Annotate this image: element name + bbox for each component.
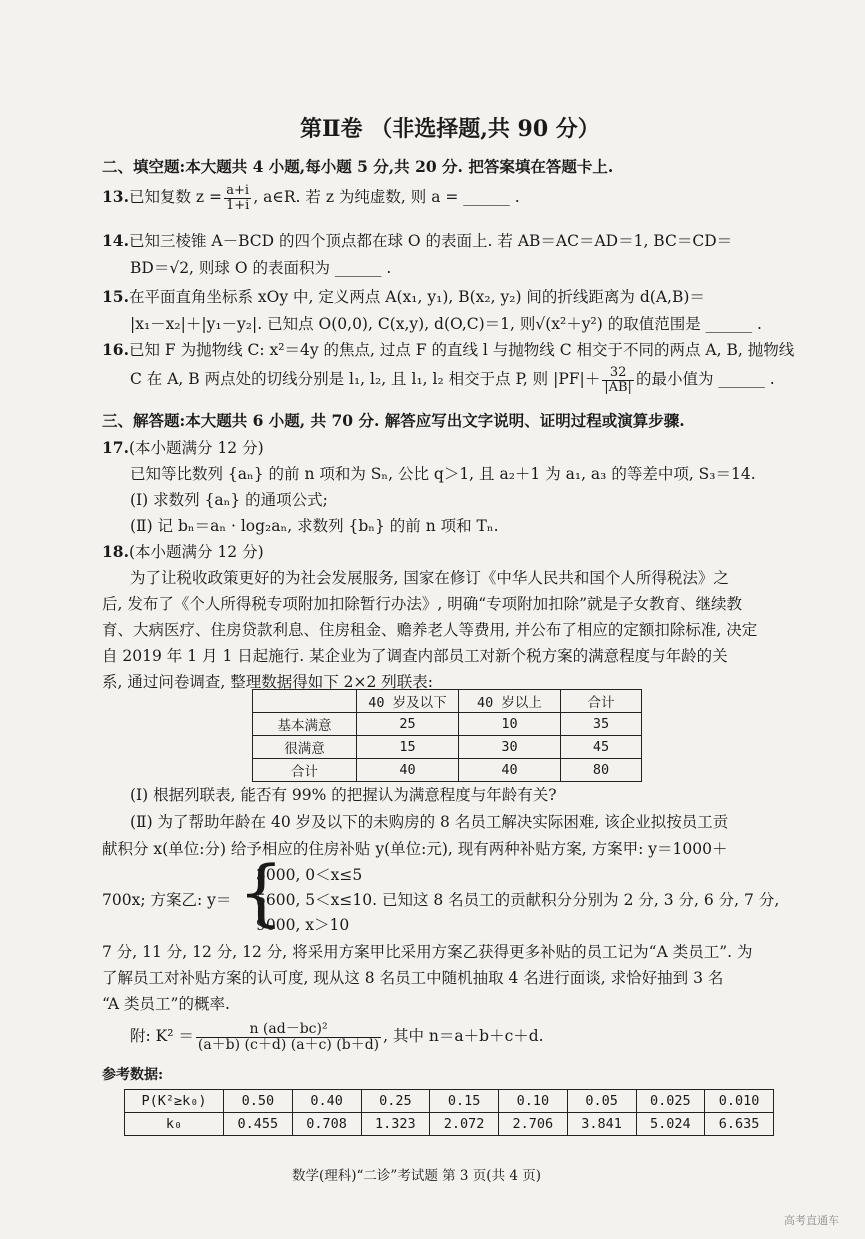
question-13 [102, 184, 520, 212]
question-15 [102, 288, 705, 307]
table-cell: k₀ [125, 1113, 224, 1136]
q18-para-line-4: 自 2019 年 1 月 1 日起施行. 某企业为了调查内部员工对新个税方案的满意程度与年龄的关 [102, 647, 728, 665]
q17-line-1: 已知等比数列 {aₙ} 的前 n 项和为 Sₙ, 公比 q＞1, 且 a₂＋1 为 a₁, a₃ 的等差中项, S₃＝14. [130, 465, 756, 483]
page-footer: 数学(理科)“二诊”考试题 第 3 页(共 4 页) [292, 1168, 542, 1184]
piecewise-case-3: 9000, x＞10 [256, 916, 350, 934]
q16-fraction [602, 366, 634, 394]
reference-data-label: 参考数据: [102, 1067, 164, 1083]
reference-table [124, 1089, 774, 1136]
q18-part-2-line-5: “A 类员工”的概率. [102, 995, 230, 1013]
table-header-cell: 40 岁以上 [459, 690, 561, 713]
table-cell: 0.10 [499, 1090, 568, 1113]
table-row [253, 736, 642, 759]
section-title: 第Ⅱ卷 （非选择题,共 90 分） [300, 116, 600, 142]
q13-text: 已知复数 z = [128, 188, 222, 207]
question-16 [102, 341, 794, 360]
piecewise-prefix: 700x; 方案乙: y＝ [102, 891, 232, 909]
q13-fraction [224, 184, 251, 212]
fraction-numerator: n (ad－bc)² [196, 1022, 381, 1038]
table-cell: 0.010 [705, 1090, 774, 1113]
table-cell: 35 [561, 713, 642, 736]
table-cell: 30 [459, 736, 561, 759]
table-cell: 3.841 [567, 1113, 636, 1136]
solve-header: 三、解答题:本大题共 6 小题, 共 70 分. 解答应写出文字说明、证明过程或演算步骤. [102, 411, 685, 430]
k-squared-formula [130, 1022, 544, 1052]
table-cell: 2.706 [499, 1113, 568, 1136]
q18-part-1: (Ⅰ) 根据列联表, 能否有 99% 的把握认为满意程度与年龄有关? [130, 786, 557, 804]
question-number: 15. [102, 287, 129, 306]
table-cell: 40 [459, 759, 561, 782]
table-row [253, 759, 642, 782]
table-cell: 0.50 [224, 1090, 293, 1113]
q15-line-2: |x₁－x₂|＋|y₁－y₂|. 已知点 O(0,0), C(x,y), d(O,C)＝1, 则√(x²＋y²) 的取值范围是 ______ . [130, 315, 762, 333]
table-cell: 0.40 [292, 1090, 361, 1113]
question-number: 17. [102, 438, 129, 457]
formula-suffix: , 其中 n＝a＋b＋c＋d. [383, 1027, 544, 1046]
table-cell: 0.15 [430, 1090, 499, 1113]
table-cell: 45 [561, 736, 642, 759]
question-number: 14. [102, 231, 129, 250]
table-cell: 6.635 [705, 1113, 774, 1136]
table-cell: 基本满意 [253, 713, 357, 736]
table-header-cell [253, 690, 357, 713]
table-row [125, 1113, 774, 1136]
piecewise-case-1: 3000, 0＜x≤5 [256, 866, 363, 884]
table-header-cell: 40 岁及以下 [357, 690, 459, 713]
q17-score: (本小题满分 12 分) [128, 439, 264, 457]
formula-prefix: 附: K² ＝ [130, 1027, 194, 1046]
contingency-table [252, 689, 642, 782]
q17-line-2: (Ⅰ) 求数列 {aₙ} 的通项公式; [130, 491, 328, 509]
table-cell: 40 [357, 759, 459, 782]
left-brace-symbol: { [238, 850, 284, 934]
piecewise-case-2: 5600, 5＜x≤10. 已知这 8 名员工的贡献积分分别为 2 分, 3 分, 6 分, 7 分, [256, 891, 780, 909]
fraction-numerator: 32 [602, 366, 634, 381]
q18-para-line-5: 系, 通过问卷调查, 整理数据得如下 2×2 列联表: [102, 673, 433, 691]
table-cell: 25 [357, 713, 459, 736]
table-cell: 合计 [253, 759, 357, 782]
table-row [125, 1090, 774, 1113]
q18-part-2-line-3: 7 分, 11 分, 12 分, 12 分, 将采用方案甲比采用方案乙获得更多补贴的员工记为“A 类员工”. 为 [102, 943, 753, 961]
table-cell: 10 [459, 713, 561, 736]
table-cell: 15 [357, 736, 459, 759]
q14-line-1: 已知三棱锥 A－BCD 的四个顶点都在球 O 的表面上. 若 AB＝AC＝AD＝1, BC＝CD＝ [128, 232, 733, 250]
table-cell: 0.25 [361, 1090, 430, 1113]
fraction-denominator: 1+i [225, 197, 250, 213]
fill-in-header: 二、填空题:本大题共 4 小题,每小题 5 分,共 20 分. 把答案填在答题卡上. [102, 157, 614, 176]
question-number: 13. [102, 187, 129, 207]
q16-line-2 [130, 366, 775, 394]
q17-line-3: (Ⅱ) 记 bₙ＝aₙ · log₂aₙ, 求数列 {bₙ} 的前 n 项和 Tₙ. [130, 517, 499, 535]
table-header-cell: 合计 [561, 690, 642, 713]
table-cell: 0.708 [292, 1113, 361, 1136]
q14-line-2: BD＝√2, 则球 O 的表面积为 ______ . [130, 259, 392, 277]
table-cell: 0.025 [636, 1090, 705, 1113]
q16-line-1: 已知 F 为抛物线 C: x²＝4y 的焦点, 过点 F 的直线 l 与抛物线 C 相交于不同的两点 A, B, 抛物线 [128, 341, 795, 359]
fraction-denominator: (a＋b) (c＋d) (a＋c) (b＋d) [197, 1036, 380, 1053]
question-14 [102, 232, 732, 251]
table-cell: P(K²≥k₀) [125, 1090, 224, 1113]
q18-part-2-line-4: 了解员工对补贴方案的认可度, 现从这 8 名员工中随机抽取 4 名进行面谈, 求恰好抽到 3 名 [102, 969, 724, 987]
table-cell: 0.05 [567, 1090, 636, 1113]
table-cell: 1.323 [361, 1113, 430, 1136]
q13-text-2: , a∈R. 若 z 为纯虚数, 则 a = ______ . [253, 188, 520, 207]
table-cell: 5.024 [636, 1113, 705, 1136]
q16-text: C 在 A, B 两点处的切线分别是 l₁, l₂, 且 l₁, l₂ 相交于点 P, 则 |PF|＋ [130, 370, 601, 389]
table-header-row [253, 690, 642, 713]
table-cell: 0.455 [224, 1113, 293, 1136]
fraction-numerator: a+i [224, 184, 251, 199]
q18-para-line-1: 为了让税收政策更好的为社会发展服务, 国家在修订《中华人民共和国个人所得税法》之 [130, 569, 729, 587]
fraction-denominator: |AB| [604, 379, 632, 395]
table-cell: 80 [561, 759, 642, 782]
q18-para-line-2: 后, 发布了《个人所得税专项附加扣除暂行办法》, 明确“专项附加扣除”就是子女教育、继续教 [102, 595, 743, 613]
question-17 [102, 439, 264, 458]
q16-text-2: 的最小值为 ______ . [635, 370, 775, 389]
table-row [253, 713, 642, 736]
table-cell: 很满意 [253, 736, 357, 759]
table-cell: 2.072 [430, 1113, 499, 1136]
q15-line-1: 在平面直角坐标系 xOy 中, 定义两点 A(x₁, y₁), B(x₂, y₂) 间的折线距离为 d(A,B)＝ [128, 288, 705, 306]
watermark-text: 高考直通车 [784, 1214, 839, 1227]
q18-score: (本小题满分 12 分) [128, 543, 264, 561]
q18-part-2-line-2: 献积分 x(单位:分) 给予相应的住房补贴 y(单位:元), 现有两种补贴方案, 方案甲: y＝1000＋ [102, 840, 728, 858]
q18-para-line-3: 育、大病医疗、住房贷款利息、住房租金、赡养老人等费用, 并公布了相应的定额扣除标准, 决定 [102, 621, 758, 639]
k-squared-fraction [196, 1022, 381, 1052]
question-18 [102, 543, 264, 562]
q18-part-2-line-1: (Ⅱ) 为了帮助年龄在 40 岁及以下的未购房的 8 名员工解决实际困难, 该企业拟按员工贡 [130, 813, 729, 831]
question-number: 18. [102, 542, 129, 561]
question-number: 16. [102, 340, 129, 359]
